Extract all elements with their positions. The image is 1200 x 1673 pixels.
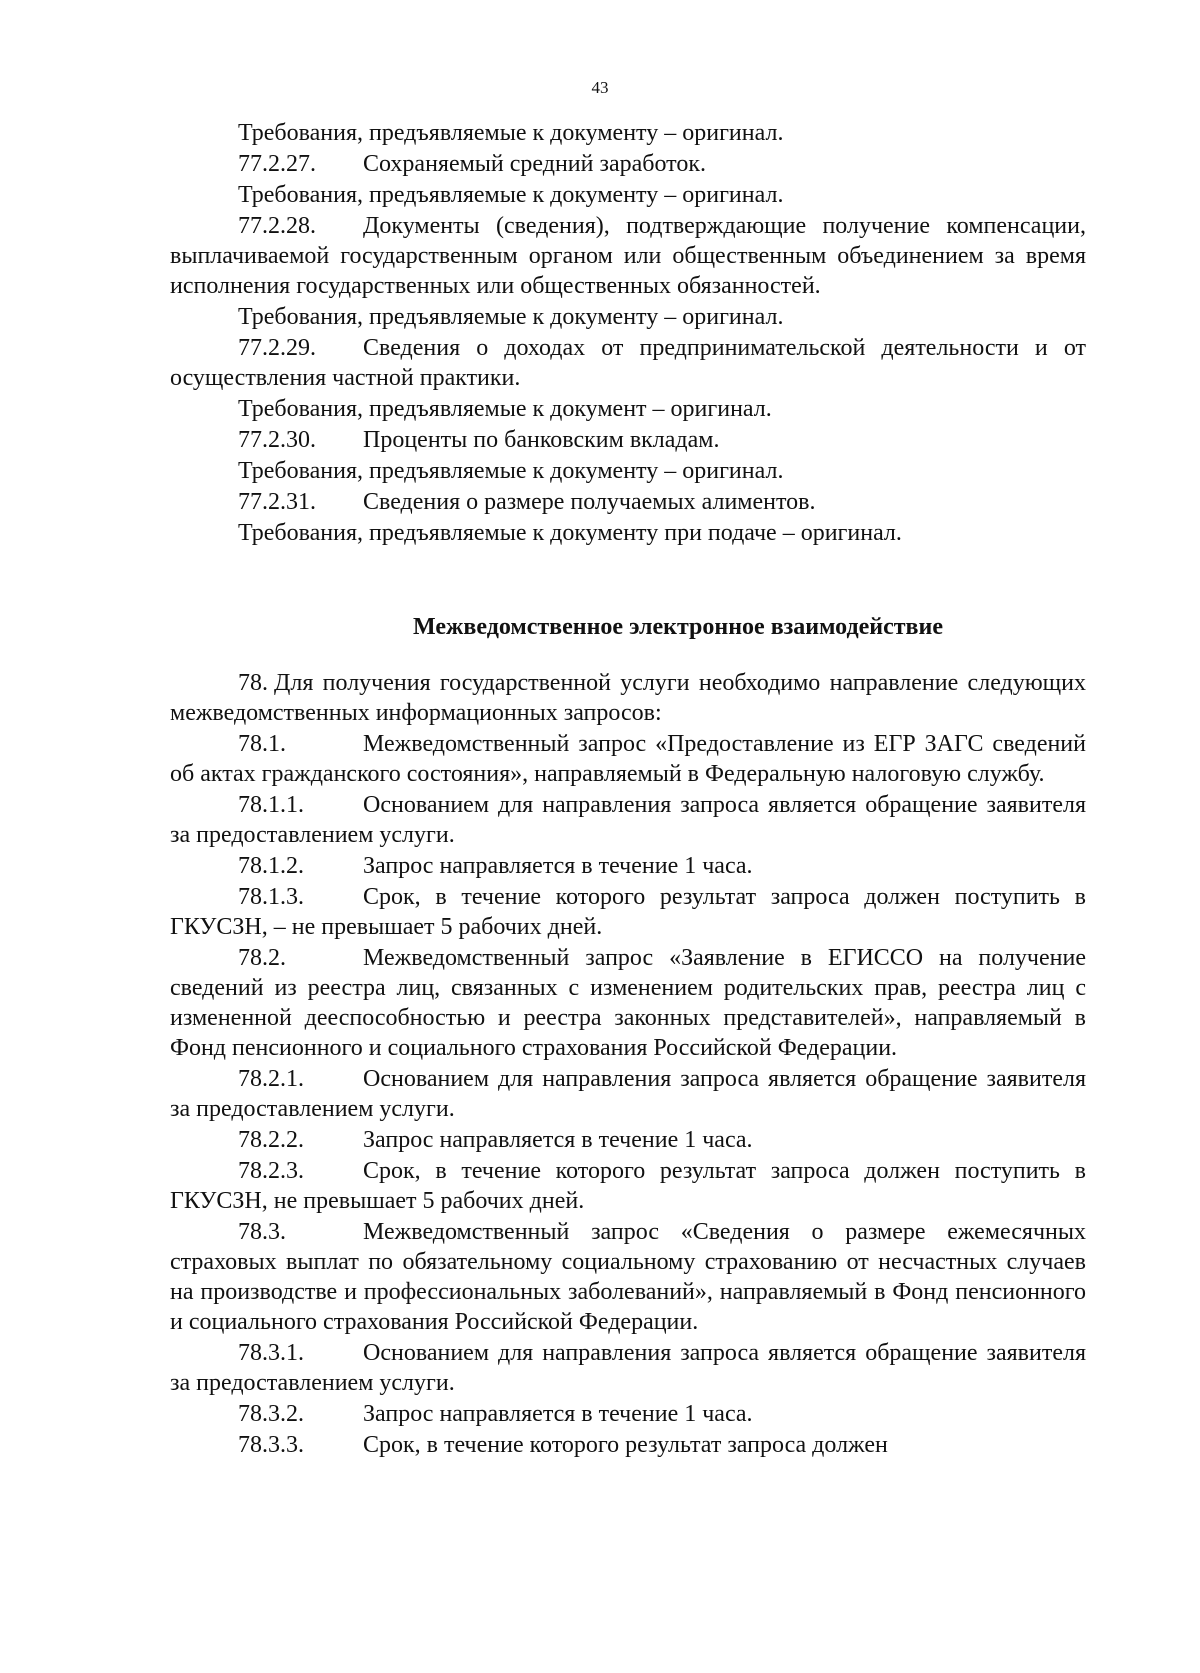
paragraph	[170, 118, 1086, 148]
paragraph	[170, 851, 1086, 881]
paragraph	[170, 1430, 1086, 1460]
paragraph-number: 78.2.1.	[238, 1066, 304, 1092]
paragraph-text: Требования, предъявляемые к документ – оригинал.	[238, 396, 772, 422]
paragraph-text: Межведомственный запрос «Предоставление из ЕГР ЗАГС сведений об актах гражданского состояния», направляемый в Федеральную налоговую службу.	[170, 731, 1086, 787]
paragraph-text: Требования, предъявляемые к документу – оригинал.	[238, 182, 784, 208]
paragraph-number: 78.3.2.	[238, 1401, 304, 1427]
paragraph-number: 78.3.3.	[238, 1432, 304, 1458]
paragraph-number: 78.2.	[238, 945, 286, 971]
paragraph	[170, 729, 1086, 789]
paragraph-text: Основанием для направления запроса является обращение заявителя за предоставлением услуги.	[170, 1340, 1086, 1396]
paragraph	[170, 180, 1086, 210]
paragraph-number: 78.3.	[238, 1219, 286, 1245]
paragraph-text: Сведения о доходах от предпринимательской деятельности и от осуществления частной практики.	[170, 335, 1086, 391]
paragraph	[170, 790, 1086, 850]
section-paragraphs	[170, 668, 1086, 1460]
paragraph-number: 78.2.3.	[238, 1158, 304, 1184]
paragraph	[170, 302, 1086, 332]
requirements-list	[170, 118, 1086, 548]
paragraph-text: Требования, предъявляемые к документу – оригинал.	[238, 120, 784, 146]
paragraph	[170, 333, 1086, 393]
paragraph-text: Срок, в течение которого результат запроса должен поступить в ГКУСЗН, не превышает 5 рабочих дней.	[170, 1158, 1086, 1214]
paragraph-text: Срок, в течение которого результат запроса должен	[363, 1432, 888, 1458]
paragraph-text: Требования, предъявляемые к документу при подаче – оригинал.	[238, 520, 902, 546]
paragraph-number: 78.1.3.	[238, 884, 304, 910]
paragraph	[170, 149, 1086, 179]
paragraph-number: 77.2.31.	[238, 489, 316, 515]
paragraph	[170, 668, 1086, 728]
paragraph	[170, 1217, 1086, 1337]
page-number: 43	[591, 78, 609, 97]
paragraph	[170, 1064, 1086, 1124]
paragraph-text: Проценты по банковским вкладам.	[363, 427, 720, 453]
paragraph-number: 77.2.30.	[238, 427, 316, 453]
paragraph	[170, 882, 1086, 942]
paragraph-text: Запрос направляется в течение 1 часа.	[363, 1401, 753, 1427]
paragraph	[170, 1338, 1086, 1398]
paragraph	[170, 487, 1086, 517]
paragraph	[170, 425, 1086, 455]
section-heading: Межведомственное электронное взаимодействие	[413, 614, 943, 640]
paragraph-number: 78.1.	[238, 731, 286, 757]
paragraph-text: Межведомственный запрос «Сведения о размере ежемесячных страховых выплат по обязательному социальному страхованию от несчастных случаев на производстве и профессиональных заболеваний», направляемый в Фонд пенсионного и социального страхования Российской Федерации.	[170, 1219, 1086, 1335]
document-body	[170, 118, 1086, 1461]
paragraph-text: Межведомственный запрос «Заявление в ЕГИССО на получение сведений из реестра лиц, связанных с изменением родительских прав, реестра лиц с измененной дееспособностью и реестра законных представителей», направляемый в Фонд пенсионного и социального страхования Российской Федерации.	[170, 945, 1086, 1061]
paragraph-text: Сохраняемый средний заработок.	[363, 151, 706, 177]
paragraph	[170, 943, 1086, 1063]
paragraph-text: Для получения государственной услуги необходимо направление следующих межведомственных информационных запросов:	[170, 670, 1086, 726]
paragraph-text: Сведения о размере получаемых алиментов.	[363, 489, 816, 515]
paragraph	[170, 1399, 1086, 1429]
paragraph	[170, 1156, 1086, 1216]
paragraph-number: 78.1.2.	[238, 853, 304, 879]
paragraph-number: 78.1.1.	[238, 792, 304, 818]
paragraph-text: Требования, предъявляемые к документу – оригинал.	[238, 304, 784, 330]
paragraph-text: Запрос направляется в течение 1 часа.	[363, 853, 753, 879]
paragraph-text: Основанием для направления запроса является обращение заявителя за предоставлением услуги.	[170, 1066, 1086, 1122]
paragraph-number: 77.2.28.	[238, 213, 316, 239]
paragraph-number: 78.2.2.	[238, 1127, 304, 1153]
paragraph-text: Документы (сведения), подтверждающие получение компенсации, выплачиваемой государственным органом или общественным объединением за время исполнения государственных или общественных обязанностей.	[170, 213, 1086, 299]
paragraph	[170, 1125, 1086, 1155]
paragraph-text: Запрос направляется в течение 1 часа.	[363, 1127, 753, 1153]
paragraph	[170, 394, 1086, 424]
paragraph-text: Основанием для направления запроса является обращение заявителя за предоставлением услуги.	[170, 792, 1086, 848]
paragraph-number: 77.2.27.	[238, 151, 316, 177]
paragraph	[170, 518, 1086, 548]
paragraph-text: Срок, в течение которого результат запроса должен поступить в ГКУСЗН, – не превышает 5 рабочих дней.	[170, 884, 1086, 940]
paragraph-number: 78.	[238, 670, 268, 696]
paragraph-number: 77.2.29.	[238, 335, 316, 361]
paragraph-number: 78.3.1.	[238, 1340, 304, 1366]
paragraph	[170, 211, 1086, 301]
paragraph-text: Требования, предъявляемые к документу – оригинал.	[238, 458, 784, 484]
paragraph	[170, 456, 1086, 486]
